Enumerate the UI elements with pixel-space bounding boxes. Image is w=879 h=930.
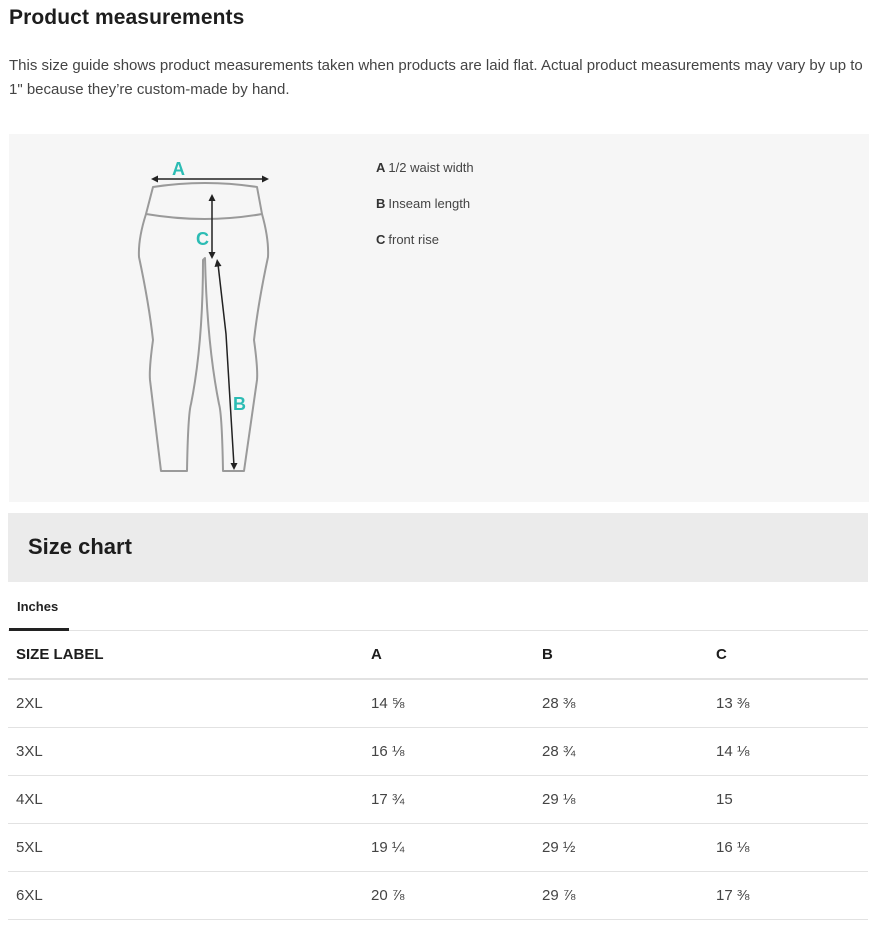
marker-b: B (233, 394, 246, 414)
legend-key: C (376, 232, 386, 247)
legend-key: A (376, 160, 386, 175)
unit-tabs (8, 583, 868, 631)
waistband-shape (146, 183, 262, 219)
tab-label: Inches (17, 599, 59, 614)
table-row (8, 776, 868, 824)
marker-a: A (172, 159, 185, 179)
size-chart-header (8, 513, 868, 582)
column-header-b: B (534, 631, 708, 679)
b-cell: 28 ⅜ (534, 679, 708, 728)
table-row (8, 679, 868, 728)
legend-item-b (376, 195, 474, 231)
table-header-row (8, 631, 868, 679)
c-cell: 15 (708, 776, 868, 824)
b-cell: 29 ½ (534, 824, 708, 872)
tab-inches[interactable] (9, 583, 69, 631)
b-cell: 29 ⅛ (534, 776, 708, 824)
a-cell: 16 ⅛ (363, 728, 534, 776)
size-chart-title: Size chart (28, 534, 132, 559)
leggings-diagram (135, 154, 285, 479)
column-header-c: C (708, 631, 868, 679)
legend-item-c (376, 231, 474, 267)
b-cell: 28 ¾ (534, 728, 708, 776)
leggings-outline (139, 183, 268, 471)
legend-key: B (376, 196, 386, 211)
a-cell: 19 ¼ (363, 824, 534, 872)
page-title: Product measurements (9, 6, 245, 29)
a-cell: 20 ⅞ (363, 872, 534, 920)
table-row (8, 872, 868, 920)
column-header-a: A (363, 631, 534, 679)
legs-shape (139, 214, 268, 471)
measurement-diagram-panel (9, 134, 869, 502)
size-label-cell: 3XL (8, 728, 363, 776)
c-cell: 13 ⅜ (708, 679, 868, 728)
legend-label: Inseam length (388, 196, 471, 211)
b-cell: 29 ⅞ (534, 872, 708, 920)
table-row (8, 824, 868, 872)
a-cell: 14 ⅝ (363, 679, 534, 728)
size-label-cell: 5XL (8, 824, 363, 872)
arrow-b (215, 259, 238, 470)
marker-c: C (196, 229, 209, 249)
column-header-size-label: SIZE LABEL (8, 631, 363, 679)
legend-label: front rise (388, 232, 439, 247)
arrow-a (151, 176, 269, 183)
size-table (8, 631, 868, 920)
size-label-cell: 2XL (8, 679, 363, 728)
intro-text: This size guide shows product measurements taken when products are laid flat. Actual product measurements may vary by up to 1" because they’re custom-made by hand. (9, 57, 863, 98)
a-cell: 17 ¾ (363, 776, 534, 824)
c-cell: 16 ⅛ (708, 824, 868, 872)
size-label-cell: 4XL (8, 776, 363, 824)
c-cell: 14 ⅛ (708, 728, 868, 776)
c-cell: 17 ⅜ (708, 872, 868, 920)
arrow-c (209, 194, 216, 259)
legend-item-a (376, 159, 474, 195)
table-row (8, 728, 868, 776)
measurement-legend (376, 159, 474, 267)
legend-label: 1/2 waist width (388, 160, 474, 175)
size-label-cell: 6XL (8, 872, 363, 920)
